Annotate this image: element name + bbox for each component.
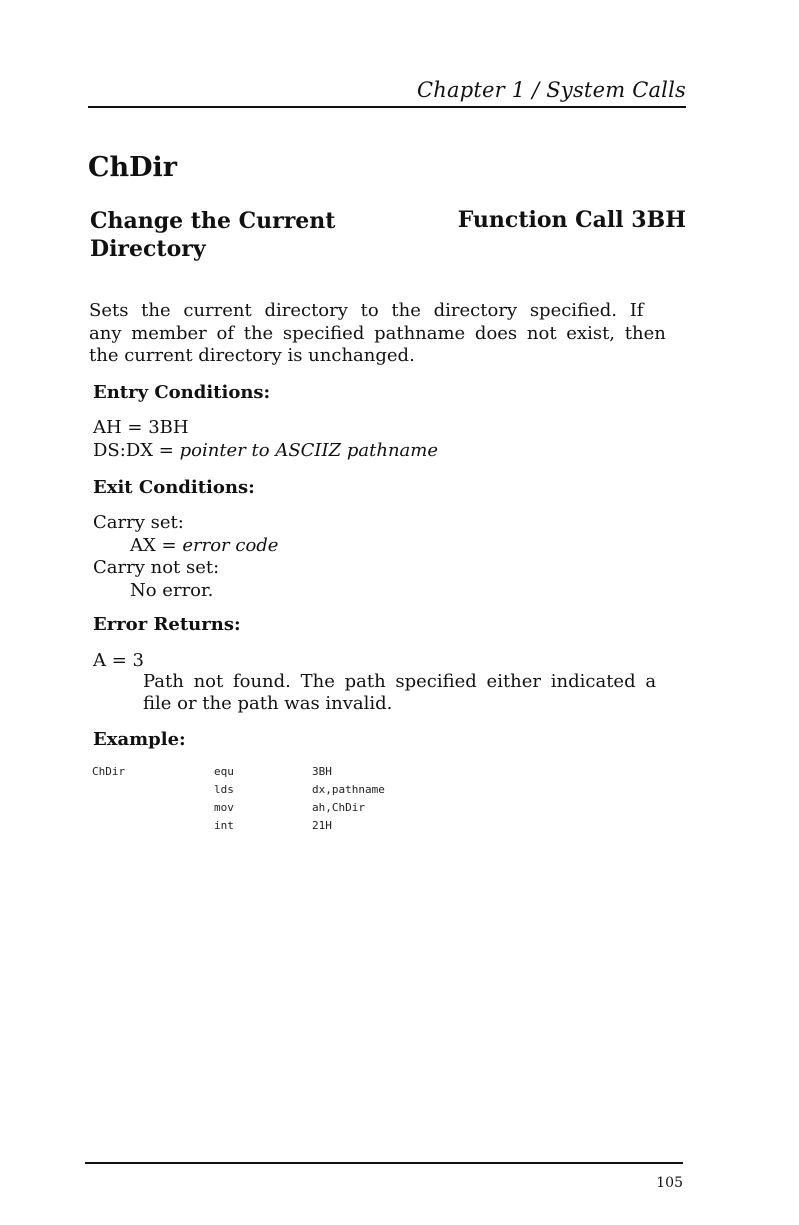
exit-line-ax-prefix: AX =	[130, 535, 183, 556]
error-line-code: A = 3	[93, 650, 144, 671]
exit-line-carry-set: Carry set:	[93, 512, 184, 533]
call-subtitle	[90, 207, 390, 263]
code-opcode: mov	[214, 801, 234, 814]
exit-line-ax	[130, 535, 278, 558]
call-subtitle-line1: Change the Current	[90, 208, 336, 234]
entry-line-dsdx-prefix: DS:DX =	[93, 440, 180, 461]
exit-line-ax-value: error code	[182, 535, 279, 556]
code-opcode: int	[214, 819, 234, 832]
code-operand: 3BH	[312, 765, 332, 778]
function-call-number: Function Call 3BH	[457, 207, 686, 233]
exit-conditions-heading: Exit Conditions:	[93, 477, 255, 498]
call-name-heading: ChDir	[88, 152, 178, 183]
example-heading: Example:	[93, 729, 186, 750]
footer-rule	[85, 1162, 683, 1164]
code-opcode: lds	[214, 783, 234, 796]
description-paragraph	[89, 300, 689, 368]
description-line	[89, 300, 689, 323]
call-subtitle-line2: Directory	[90, 236, 206, 262]
description-text: Sets the current directory to the directory specified. If	[89, 300, 644, 321]
code-label: ChDir	[92, 765, 126, 778]
error-returns-heading: Error Returns:	[93, 614, 241, 635]
exit-line-carry-not-set: Carry not set:	[93, 557, 220, 578]
error-line-description-2: file or the path was invalid.	[143, 693, 393, 714]
description-line	[89, 323, 689, 346]
description-text: the current directory is unchanged.	[89, 345, 415, 366]
code-opcode: equ	[214, 765, 234, 778]
code-operand: ah,ChDir	[312, 801, 365, 814]
entry-conditions-heading: Entry Conditions:	[93, 382, 271, 403]
entry-line-ah: AH = 3BH	[93, 417, 189, 438]
example-code-block	[92, 765, 492, 845]
header-rule	[88, 106, 686, 108]
description-text: any member of the specified pathname does not exist, then	[89, 322, 666, 344]
entry-line-dsdx-value: pointer to ASCIIZ pathname	[179, 440, 438, 461]
page-number: 105	[656, 1175, 683, 1191]
code-operand: dx,pathname	[312, 783, 385, 796]
error-line-description-1: Path not found. The path specified either indicated a	[143, 671, 657, 692]
code-operand: 21H	[312, 819, 332, 832]
entry-line-dsdx	[93, 440, 438, 463]
running-header: Chapter 1 / System Calls	[416, 78, 686, 102]
description-line	[89, 345, 689, 368]
exit-line-no-error: No error.	[130, 580, 214, 601]
